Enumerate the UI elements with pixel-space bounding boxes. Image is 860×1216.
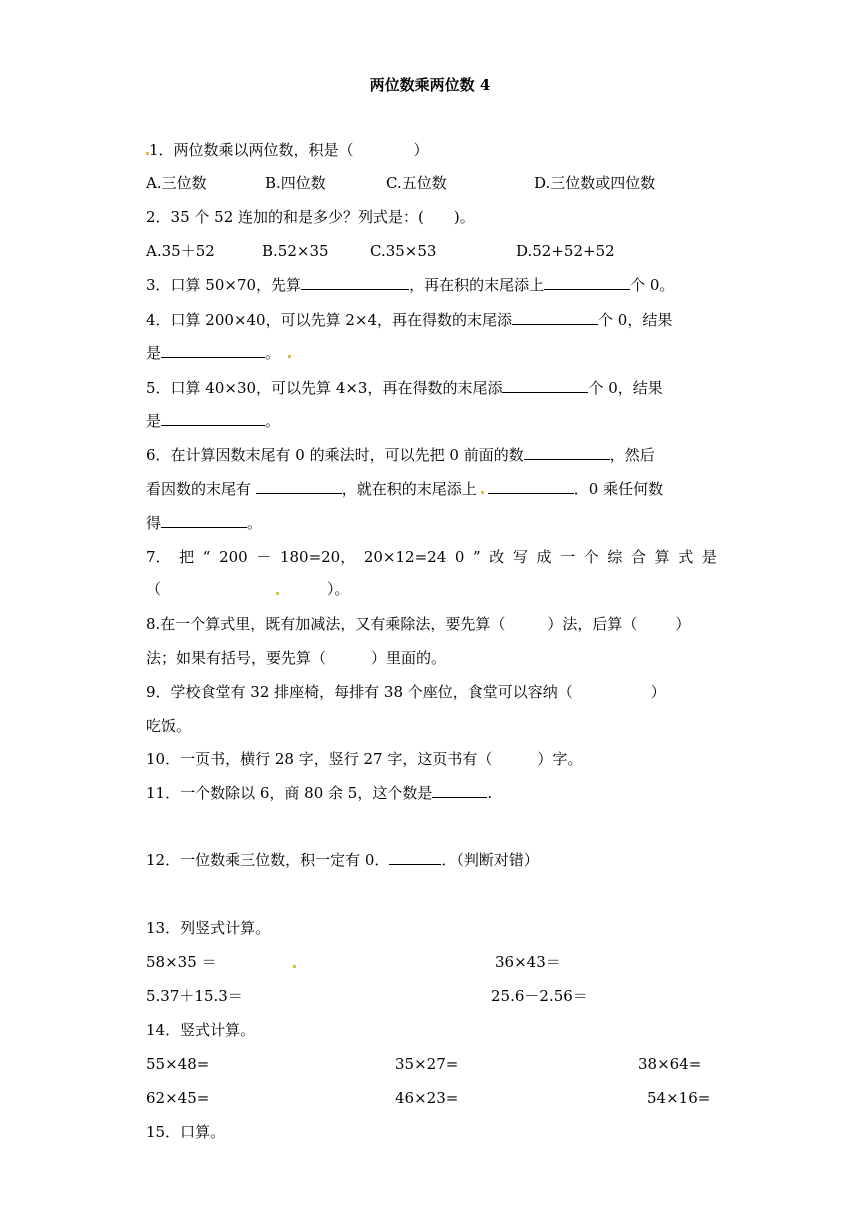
question-11: 11．一个数除以 6，商 80 余 5，这个数是 . xyxy=(146,784,493,802)
answer-blank[interactable] xyxy=(512,309,598,325)
q1-option-d: D.三位数或四位数 xyxy=(534,174,656,192)
answer-blank[interactable] xyxy=(161,512,247,528)
q14-item-3: 38×64= xyxy=(638,1055,702,1073)
answer-blank[interactable] xyxy=(544,274,630,290)
page-title: 两位数乘两位数 4 xyxy=(369,76,491,94)
question-10: 10．一页书，横行 28 字，竖行 27 字，这页书有（ ）字。 xyxy=(146,750,583,768)
question-12: 12．一位数乘三位数，积一定有 0． ．（判断对错） xyxy=(146,851,539,869)
q14-item-5: 46×23= xyxy=(395,1089,459,1107)
q7-paren-close: ）。 xyxy=(327,580,350,598)
answer-blank[interactable] xyxy=(524,444,610,460)
q1-option-c: C.五位数 xyxy=(386,174,447,192)
question-5: 5．口算 40×30，可以先算 4×3，再在得数的末尾添 个 0，结果 xyxy=(146,379,663,397)
answer-blank[interactable] xyxy=(488,478,574,494)
question-1: 1．两位数乘以两位数，积是（ ） xyxy=(146,139,429,161)
answer-blank[interactable] xyxy=(502,377,588,393)
q7-paren-open: （ xyxy=(146,580,162,598)
question-4-line-2: 是 。 xyxy=(146,342,291,364)
mark-dot xyxy=(288,355,291,358)
q1-option-b: B.四位数 xyxy=(265,174,326,192)
q14-item-2: 35×27= xyxy=(395,1055,459,1073)
question-5-line-2: 是 。 xyxy=(146,412,281,430)
q13-item-1: 58×35 ＝ xyxy=(146,953,217,971)
q2-option-a: A.35＋52 xyxy=(146,242,215,260)
question-8-line-2: 法；如果有括号，要先算（ ）里面的。 xyxy=(146,649,447,667)
q2-option-b: B.52×35 xyxy=(262,242,329,260)
q2-option-c: C.35×53 xyxy=(370,242,437,260)
q13-item-2: 36×43＝ xyxy=(495,953,561,971)
question-9: 9．学校食堂有 32 排座椅，每排有 38 个座位，食堂可以容纳（ ） xyxy=(146,683,666,701)
answer-blank[interactable] xyxy=(256,478,342,494)
q2-option-d: D.52+52+52 xyxy=(516,242,615,260)
question-14: 14．竖式计算。 xyxy=(146,1021,256,1039)
answer-blank[interactable] xyxy=(432,782,487,798)
q13-item-4: 25.6－2.56＝ xyxy=(491,987,588,1005)
question-6: 6．在计算因数末尾有 0 的乘法时，可以先把 0 前面的数 ，然后 xyxy=(146,446,655,464)
question-7: 7． 把 “ 200 － 180=20， 20×12=24 0 ” 改 写 成 一 个 综 合 算 式 是 xyxy=(146,548,717,566)
q14-item-1: 55×48= xyxy=(146,1055,210,1073)
answer-blank[interactable] xyxy=(389,849,441,865)
question-15: 15．口算。 xyxy=(146,1123,226,1141)
question-3: 3．口算 50×70，先算 ，再在积的末尾添上 个 0。 xyxy=(146,276,675,294)
q14-item-4: 62×45= xyxy=(146,1089,210,1107)
answer-blank[interactable] xyxy=(161,342,265,358)
mark-dot xyxy=(293,965,296,968)
question-6-line-2: 看因数的末尾有 ，就在积的末尾添上 ．0 乘任何数 xyxy=(146,480,664,498)
q13-item-3: 5.37＋15.3＝ xyxy=(146,987,243,1005)
question-2: 2．35 个 52 连加的和是多少？列式是：( )。 xyxy=(146,208,475,226)
q14-item-6: 54×16= xyxy=(647,1089,711,1107)
mark-dot xyxy=(276,592,279,595)
question-13: 13．列竖式计算。 xyxy=(146,919,271,937)
answer-blank[interactable] xyxy=(301,274,409,290)
question-6-line-3: 得 。 xyxy=(146,514,263,532)
mark-dot xyxy=(481,491,484,494)
question-4: 4．口算 200×40，可以先算 2×4，再在得数的末尾添 个 0，结果 xyxy=(146,311,673,329)
question-9-line-2: 吃饭。 xyxy=(146,717,192,735)
question-8: 8.在一个算式里，既有加减法，又有乘除法，要先算（ ）法，后算（ ） xyxy=(146,615,691,633)
q1-option-a: A.三位数 xyxy=(146,174,207,192)
answer-blank[interactable] xyxy=(161,410,265,426)
